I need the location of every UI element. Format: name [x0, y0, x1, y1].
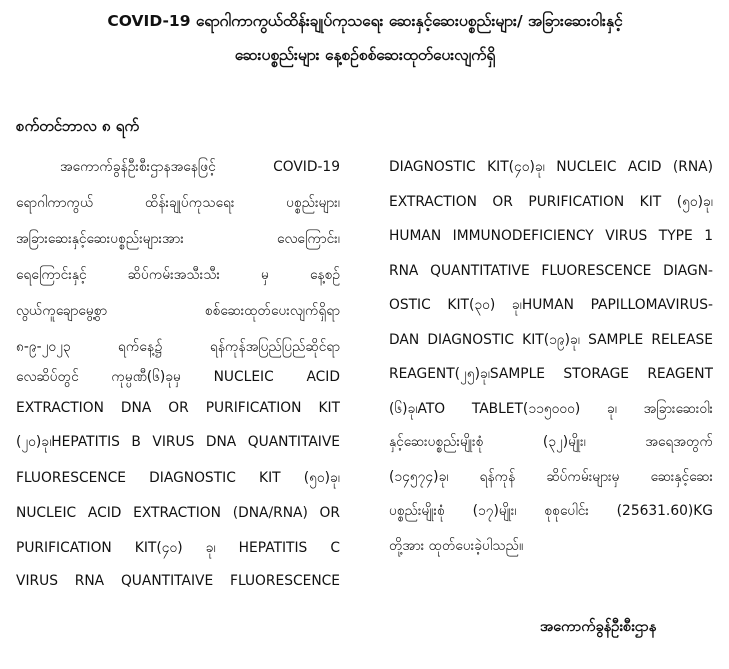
body-line: EXTRACTION DNA OR PURIFICATION KIT [16, 400, 340, 416]
body-line: ပစ္စည်းမျိုးစုံ (၁၇)မျိုး၊ စုစုပေါင်း (25631.60)KG [389, 503, 713, 519]
body-line: DIAGNOSTIC KIT(၄၀)ခု၊ NUCLEIC ACID (RNA) [389, 159, 713, 175]
body-line: (၆)ခု၊ATO TABLET(၁၁၅၀၀၀) ခု၊ အခြားဆေးဝါး [389, 401, 713, 417]
body-line: EXTRACTION OR PURIFICATION KIT (၅၀)ခု၊ [389, 194, 713, 210]
date-line: စက်တင်ဘာလ ၈ ရက် [16, 117, 140, 135]
body-line: VIRUS RNA QUANTITAIVE FLUORESCENCE [16, 573, 340, 589]
body-line: HUMAN IMMUNODEFICIENCY VIRUS TYPE 1 [389, 228, 713, 244]
body-line: FLUORESCENCE DIAGNOSTIC KIT (၅၀)ခု၊ [16, 470, 340, 486]
body-line: နှင့်ဆေးပစ္စည်းမျိုးစုံ (၃၂)မျိုး၊ အရေအတွက် [389, 434, 713, 450]
body-line: ရောဂါကာကွယ် ထိန်းချုပ်ကုသရေး ပစ္စည်းများ၊ [16, 195, 340, 211]
body-line: REAGENT(၂၅)ခု၊SAMPLE STORAGE REAGENT [389, 366, 713, 382]
headline-line-1: COVID-19 ရောဂါကာကွယ်ထိန်းချုပ်ကုသရေး ဆေးနှင့်ဆေးပစ္စည်းများ/ အခြားဆေးဝါးနှင့် [107, 12, 623, 30]
body-line: လွယ်ကူချောမွေ့စွာ စစ်ဆေးထုတ်ပေးလျက်ရှိရာ [16, 303, 340, 319]
body-line: အကောက်ခွန်ဦးစီးဌာနအနေဖြင့် COVID-19 [60, 159, 340, 175]
body-line: NUCLEIC ACID EXTRACTION (DNA/RNA) OR [16, 505, 340, 521]
signature: အကောက်ခွန်ဦးစီးဌာန [540, 619, 657, 635]
body-line: ရေကြောင်းနှင့် ဆိပ်ကမ်းအသီးသီး မှ နေ့စဉ် [16, 267, 340, 283]
body-line: RNA QUANTITATIVE FLUORESCENCE DIAGN- [389, 263, 713, 279]
body-line: PURIFICATION KIT(၄၀) ခု၊ HEPATITIS C [16, 540, 340, 556]
body-line: (၂၀)ခု၊HEPATITIS B VIRUS DNA QUANTITAIVE [16, 434, 340, 450]
body-line: DAN DIAGNOSTIC KIT(၁၉)ခု၊ SAMPLE RELEASE [389, 332, 713, 348]
body-line: ၈-၉-၂၀၂၃ ရက်နေ့၌ ရန်ကုန်အပြည်ပြည်ဆိုင်ရာ [16, 339, 340, 355]
body-line: အခြားဆေးနှင့်ဆေးပစ္စည်းများအား လေကြောင်း၊ [16, 231, 340, 247]
body-line: လေဆိပ်တွင် ကုမ္ပဏီ(၆)ခုမှ NUCLEIC ACID [16, 369, 340, 385]
body-line: တို့အား ထုတ်ပေးခဲ့ပါသည်။ [389, 538, 524, 554]
body-line: (၁၄၅၇၄)ခု၊ ရန်ကုန် ဆိပ်ကမ်းများမှ ဆေးနှင့်ဆေး [389, 469, 713, 485]
body-line: OSTIC KIT(၃၀) ခု၊HUMAN PAPILLOMAVIRUS- [389, 297, 713, 313]
headline-line-2: ဆေးပစ္စည်းများ နေ့စဉ်စစ်ဆေးထုတ်ပေးလျက်ရှိ [234, 46, 496, 64]
